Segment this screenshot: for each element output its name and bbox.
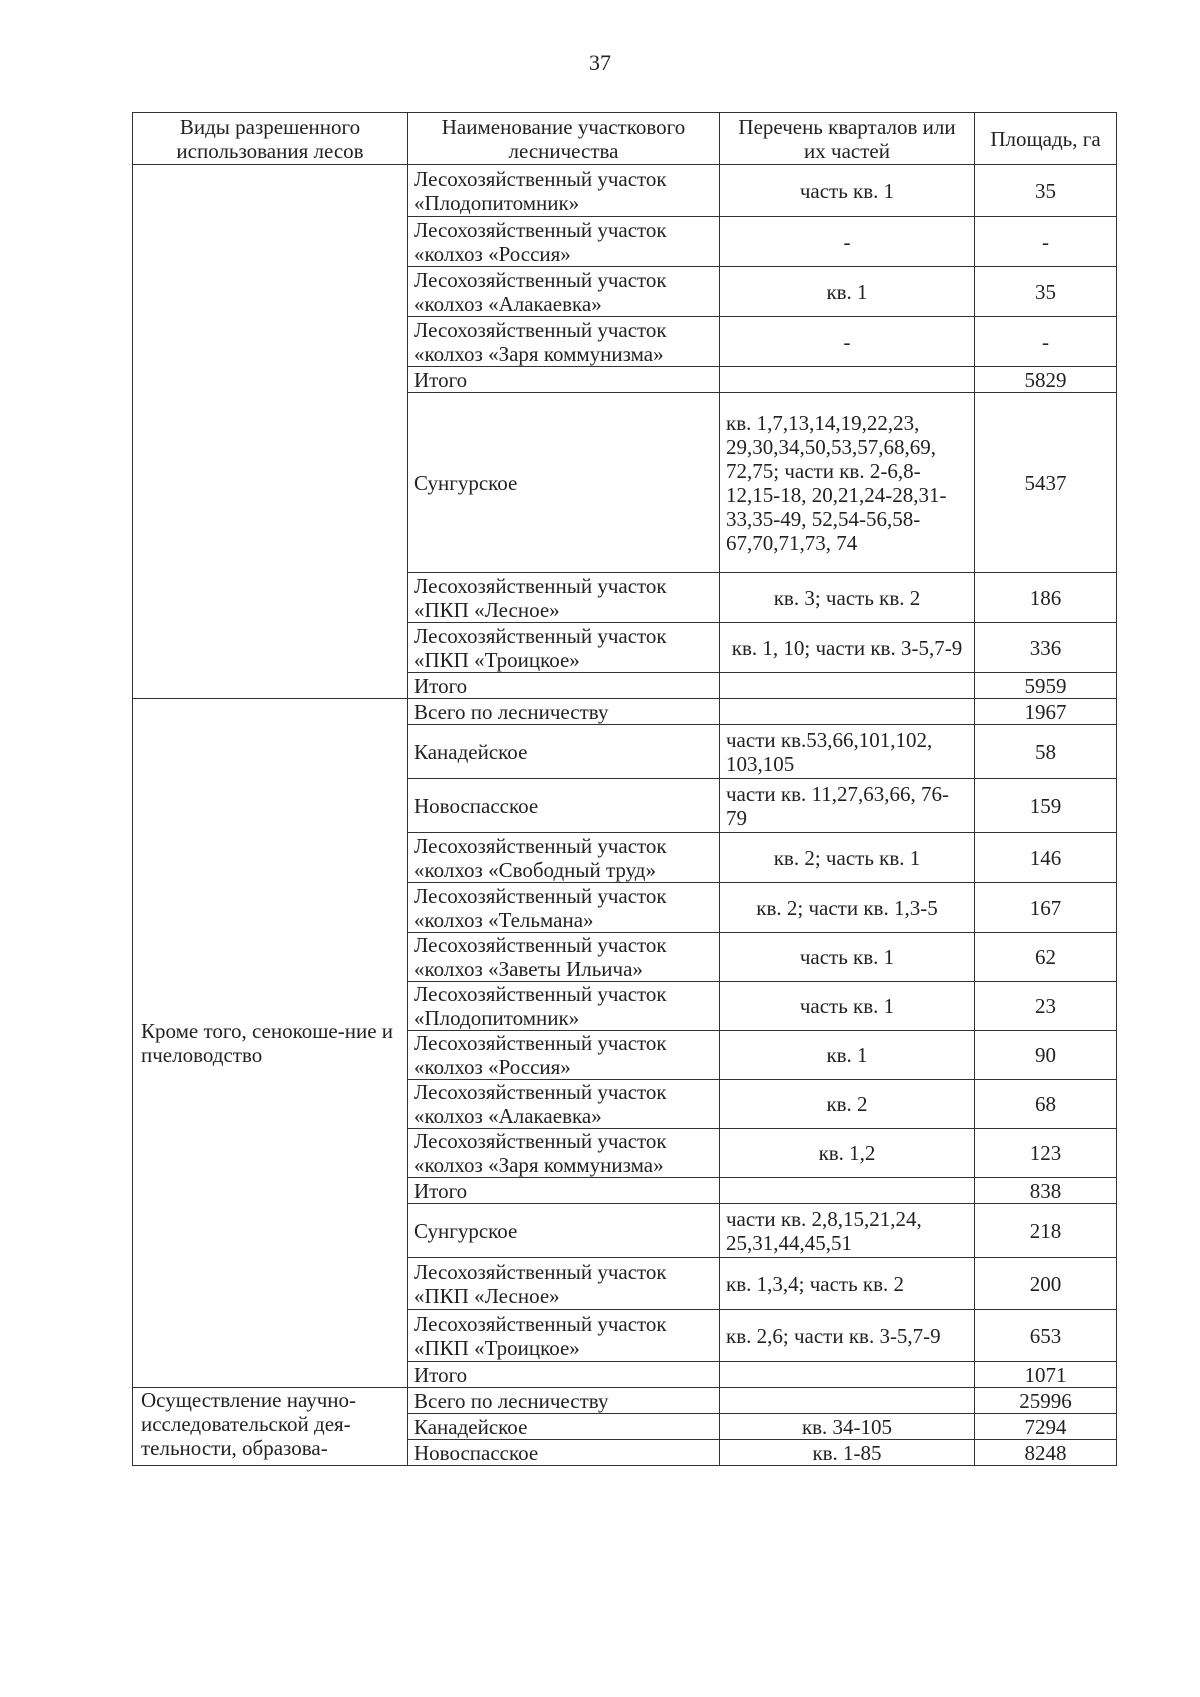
quarters-cell [720,1388,975,1414]
area-cell: 336 [975,623,1117,673]
forestry-name-cell: Лесохозяйственный участок «ПКП «Лесное» [408,573,720,623]
forestry-name-cell: Итого [408,1178,720,1204]
quarters-cell: кв. 2; часть кв. 1 [720,833,975,883]
forestry-name-cell: Новоспасское [408,779,720,833]
quarters-cell [720,1362,975,1388]
forestry-name-cell: Канадейское [408,1414,720,1440]
forestry-name-cell: Новоспасское [408,1440,720,1466]
group-hay-bees: Кроме того, сенокоше-ние и пчеловодство [133,699,408,1388]
forestry-name-cell: Лесохозяйственный участок «колхоз «Свободный труд» [408,833,720,883]
area-cell: 653 [975,1310,1117,1362]
forestry-name-cell: Сунгурское [408,393,720,573]
table-header-row [133,113,1117,165]
forestry-name-cell: Итого [408,367,720,393]
area-cell: 35 [975,165,1117,217]
quarters-cell [720,1178,975,1204]
quarters-cell: кв. 1-85 [720,1440,975,1466]
quarters-cell: кв. 1 [720,1031,975,1080]
area-cell: - [975,317,1117,367]
forestry-name-cell: Лесохозяйственный участок «ПКП «Лесное» [408,1258,720,1310]
area-cell: 90 [975,1031,1117,1080]
area-cell: 167 [975,883,1117,933]
group-research: Осуществление научно-исследовательской дея-тельности, образова- [133,1388,408,1466]
forestry-name-cell: Итого [408,1362,720,1388]
area-cell: 5959 [975,673,1117,699]
quarters-cell: кв. 34-105 [720,1414,975,1440]
forestry-name-cell: Лесохозяйственный участок «колхоз «Заветы Ильича» [408,933,720,982]
forestry-name-cell: Лесохозяйственный участок «колхоз «Тельмана» [408,883,720,933]
quarters-cell: - [720,317,975,367]
area-cell: 1967 [975,699,1117,725]
area-cell: 5829 [975,367,1117,393]
forestry-name-cell: Лесохозяйственный участок «ПКП «Троицкое» [408,1310,720,1362]
table-row [133,165,1117,217]
forestry-name-cell: Лесохозяйственный участок «колхоз «Заря коммунизма» [408,317,720,367]
table-row-grand-total [133,699,1117,725]
quarters-cell: - [720,217,975,267]
forestry-name-cell: Лесохозяйственный участок «колхоз «Алакаевка» [408,267,720,317]
quarters-cell: часть кв. 1 [720,165,975,217]
area-cell: 218 [975,1204,1117,1258]
area-cell: 186 [975,573,1117,623]
quarters-cell: часть кв. 1 [720,933,975,982]
quarters-cell: части кв. 11,27,63,66, 76-79 [720,779,975,833]
forestry-name-cell: Итого [408,673,720,699]
area-cell: 159 [975,779,1117,833]
area-cell: 123 [975,1129,1117,1178]
forest-use-table [132,112,1117,1466]
area-cell: 62 [975,933,1117,982]
quarters-cell: кв. 2,6; части кв. 3-5,7-9 [720,1310,975,1362]
header-forestry-name: Наименование участкового лесничества [408,113,720,165]
forestry-name-cell: Лесохозяйственный участок «Плодопитомник» [408,982,720,1031]
area-cell: 200 [975,1258,1117,1310]
quarters-cell: кв. 1,7,13,14,19,22,23, 29,30,34,50,53,57,68,69, 72,75; части кв. 2-6,8-12,15-18, 20,21,24-28,31-33,35-49, 52,54-56,58-67,70,71,73, 74 [720,393,975,573]
quarters-cell: части кв.53,66,101,102, 103,105 [720,725,975,779]
quarters-cell: кв. 1,2 [720,1129,975,1178]
forestry-name-cell: Канадейское [408,725,720,779]
forestry-name-cell: Лесохозяйственный участок «колхоз «Заря коммунизма» [408,1129,720,1178]
forestry-name-cell: Лесохозяйственный участок «колхоз «Россия» [408,1031,720,1080]
forestry-name-cell: Лесохозяйственный участок «колхоз «Россия» [408,217,720,267]
area-cell: 5437 [975,393,1117,573]
quarters-cell: части кв. 2,8,15,21,24, 25,31,44,45,51 [720,1204,975,1258]
page-number: 37 [589,50,611,75]
quarters-cell: кв. 1,3,4; часть кв. 2 [720,1258,975,1310]
area-cell: 8248 [975,1440,1117,1466]
forestry-name-cell: Всего по лесничеству [408,1388,720,1414]
forestry-name-cell: Сунгурское [408,1204,720,1258]
forestry-name-cell: Лесохозяйственный участок «колхоз «Алакаевка» [408,1080,720,1129]
quarters-cell [720,699,975,725]
area-cell: 23 [975,982,1117,1031]
area-cell: - [975,217,1117,267]
header-quarters: Перечень кварталов или их частей [720,113,975,165]
quarters-cell: часть кв. 1 [720,982,975,1031]
area-cell: 58 [975,725,1117,779]
forestry-name-cell: Лесохозяйственный участок «Плодопитомник» [408,165,720,217]
area-cell: 68 [975,1080,1117,1129]
quarters-cell: кв. 3; часть кв. 2 [720,573,975,623]
quarters-cell: кв. 2; части кв. 1,3-5 [720,883,975,933]
area-cell: 7294 [975,1414,1117,1440]
quarters-cell: кв. 2 [720,1080,975,1129]
quarters-cell: кв. 1 [720,267,975,317]
header-area: Площадь, га [975,113,1117,165]
header-use-type: Виды разрешенного использования лесов [133,113,408,165]
area-cell: 838 [975,1178,1117,1204]
area-cell: 146 [975,833,1117,883]
area-cell: 1071 [975,1362,1117,1388]
area-cell: 35 [975,267,1117,317]
group-cell-empty [133,165,408,699]
area-cell: 25996 [975,1388,1117,1414]
forestry-name-cell: Всего по лесничеству [408,699,720,725]
quarters-cell [720,673,975,699]
quarters-cell [720,367,975,393]
forestry-name-cell: Лесохозяйственный участок «ПКП «Троицкое» [408,623,720,673]
table-row-grand-total [133,1388,1117,1414]
quarters-cell: кв. 1, 10; части кв. 3-5,7-9 [720,623,975,673]
